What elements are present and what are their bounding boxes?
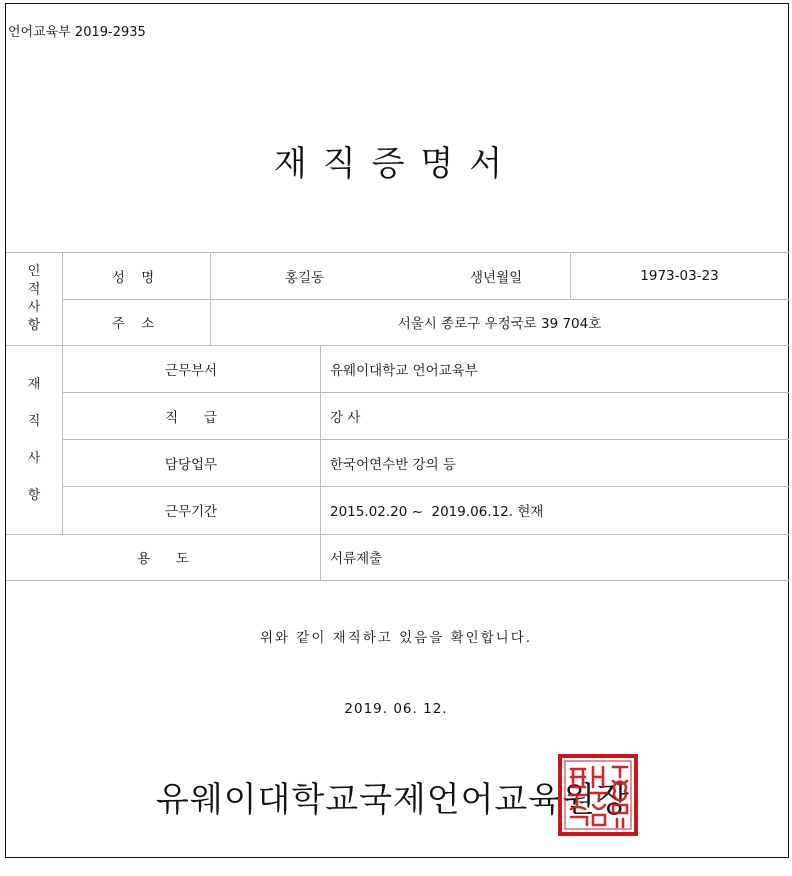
position-value: 강 사 [330,409,361,426]
personal-section-char: 사 [27,299,41,315]
issuer-name: 유웨이대학교국제언어교육원장 [156,780,630,820]
address-label: 주 소 [111,316,161,332]
address-value: 서울시 종로구 우정국로 39 704호 [397,316,602,332]
purpose-label: 용 도 [137,551,189,567]
duty-label: 담당업무 [164,456,218,473]
birth-value: 1973-03-23 [640,267,719,284]
confirmation-text: 위와 같이 재직하고 있음을 확인합니다. [259,630,533,646]
personal-section-char: 항 [27,317,41,333]
name-label: 성 명 [111,269,161,286]
name-value: 홍길동 [285,269,325,286]
employment-section-char: 재 [27,376,41,392]
department-label: 근무부서 [164,362,218,379]
issue-date: 2019. 06. 12. [344,701,448,717]
official-seal-stamp [557,753,639,837]
document-number: 언어교육부 2019-2935 [8,25,146,40]
employment-section-char: 항 [27,487,41,503]
department-value: 유웨이대학교 언어교육부 [330,362,478,379]
duty-value: 한국어연수반 강의 등 [330,456,456,473]
purpose-value: 서류제출 [330,551,383,567]
employment-section-char: 직 [27,413,41,429]
birth-label: 생년월일 [470,269,523,286]
personal-section-label [6,252,62,345]
period-label: 근무기간 [164,504,218,520]
personal-section-char: 적 [27,281,41,297]
period-value: 2015.02.20 ~ 2019.06.12. 현재 [330,504,544,520]
personal-section-char: 인 [27,263,41,279]
position-label: 직 급 [165,409,217,426]
employment-section-label [6,345,62,534]
employment-section-char: 사 [27,450,41,466]
document-title: 재직증명서 [273,144,519,184]
